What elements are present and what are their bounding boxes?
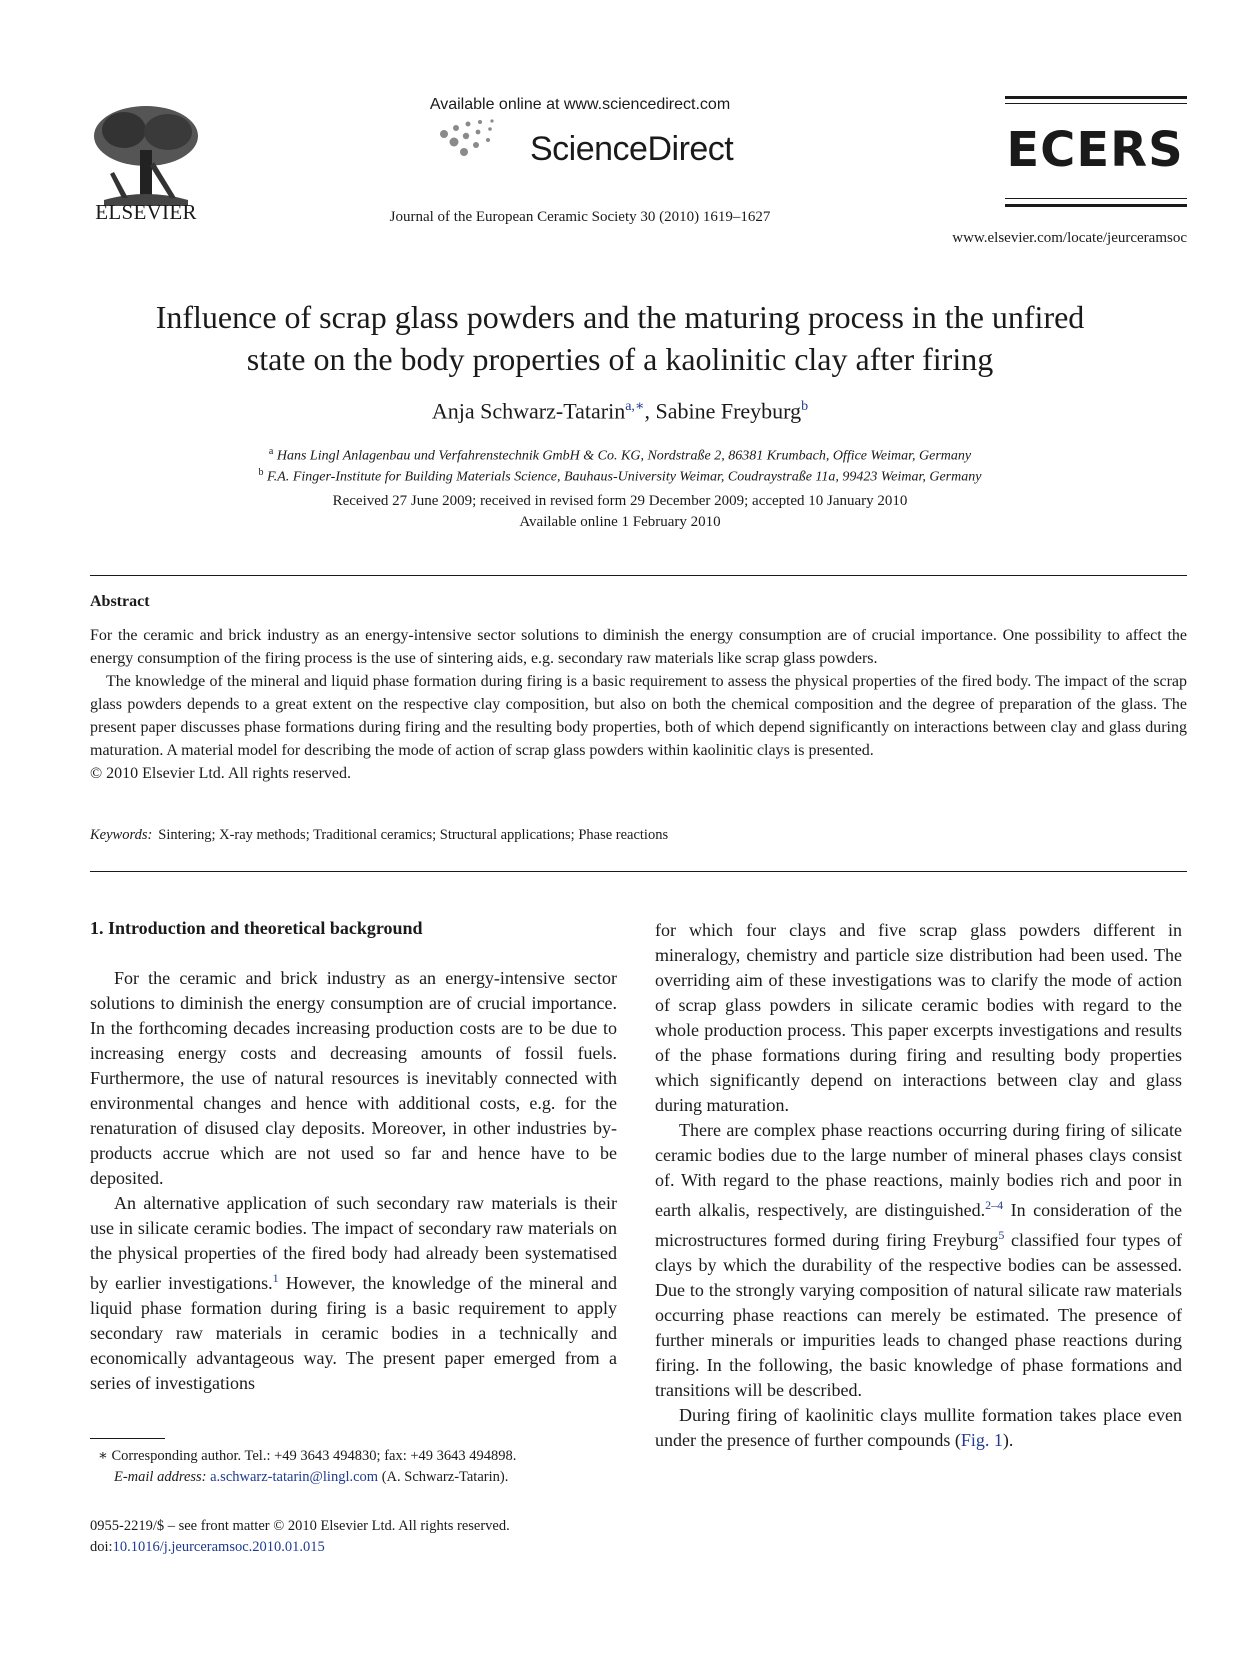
abstract-paragraph: For the ceramic and brick industry as an energy-intensive sector solutions to diminish the energy consumption are of crucial importance. One possibility to affect the energy consumption of the firing process is the use of sintering aids, e.g. secondary raw materials like scrap glass powders. [90,627,1187,667]
keywords-list: Sintering; X-ray methods; Traditional ceramics; Structural applications; Phase reactions [158,827,669,843]
title-line-1: Influence of scrap glass powders and the maturing process in the unfired [155,299,1085,335]
affiliation-a [90,446,1150,465]
body-paragraph [90,1191,617,1396]
journal-citation: Journal of the European Ceramic Society 30 (2010) 1619–1627 [389,209,771,225]
email-owner: (A. Schwarz-Tatarin). [378,1469,509,1485]
logo-rule-bottom [1005,204,1187,207]
body-paragraph [655,1118,1182,1403]
article-title [90,296,1150,380]
right-column [655,918,1182,1453]
body-text: ). [1002,1430,1014,1450]
body-text: classified four types of clays by which the durability of the respective bodies can be assessed. Due to the strongly varying composition of natural silicate raw materials occurring phase reactions can merely be estimated. The presence of further minerals or impurities leads to changed phase reactions during firing. In the following, the basic knowledge of phase formations and transitions will be described. [655,1230,1183,1400]
issn-line: 0955-2219/$ – see front matter © 2010 Elsevier Ltd. All rights reserved. [90,1518,510,1534]
doi-line [90,1537,690,1558]
abstract-paragraph: The knowledge of the mineral and liquid phase formation during firing is a basic requirement to assess the physical properties of the fired body. The impact of the scrap glass powders depends to a great extent on the respective clay composition, but also on both the chemical composition and the degree of preparation of the glass. The present paper discusses phase formations during firing and the resulting body properties, both of which depend significantly on interactions between clay and glass during maturation. A material model for describing the mode of action of scrap glass powders within kaolinitic clays is presented. [90,673,1187,759]
footnote-mark: ∗ [98,1448,108,1464]
email-link[interactable]: a.schwarz-tatarin@lingl.com [210,1469,379,1485]
corresponding-author-footnote [90,1446,650,1488]
abstract-rule-top [90,575,1187,576]
keywords [90,827,1187,844]
body-paragraph: for which four clays and five scrap glass powders different in mineralogy, chemistry and particle size distribution had been used. The overriding aim of these investigations was to clarify the mode of action of scrap glass powders in silicate ceramic bodies with regard to the whole production process. This paper excerpts investigations and results of the phase formations during firing and resulting body properties which significantly depend on interactions between clay and glass during maturation. [655,920,1182,1115]
abstract-rule-bottom [90,871,1187,872]
affiliation-mark: a [268,446,274,457]
body-text: An alternative application of such secondary raw materials is their use in silicate ceramic bodies. The impact of secondary raw materials on the physical properties of the fired body had already been systematised by earlier investigations. [90,1193,617,1293]
author-name: Sabine Freyburg [655,398,802,424]
publisher-name: ELSEVIER [95,200,197,224]
figure-link[interactable]: Fig. 1 [960,1430,1003,1450]
left-column [90,966,617,1396]
body-text: There are complex phase reactions occurring during firing of silicate ceramic bodies due to the large number of mineral phases clays consist of. With regard to the phase reactions, mainly bodies rich and poor in earth alkalis, respectively, are distinguished. [655,1120,1182,1220]
abstract-copyright: © 2010 Elsevier Ltd. All rights reserved. [90,765,351,782]
footnote-email-line [90,1467,650,1488]
author-name: Anja Schwarz-Tatarin [431,398,626,424]
ecers-logo: ECERS [1006,122,1184,178]
body-text: During firing of kaolinitic clays mullite formation takes place even under the presence of further compounds ( [655,1405,1182,1450]
affiliation-text: F.A. Finger-Institute for Building Materials Science, Bauhaus-University Weimar, Coudraystraße 11a, 99423 Weimar, Germany [267,469,982,485]
reference-link[interactable]: 5 [998,1228,1005,1242]
doi-link[interactable]: 10.1016/j.jeurceramsoc.2010.01.015 [112,1539,325,1555]
logo-rule-top-thin [1005,103,1187,104]
affiliation-b [90,467,1150,486]
sciencedirect-dots-icon [434,118,524,168]
keywords-label: Keywords: [90,827,153,843]
available-online-text: Available online at www.sciencedirect.com [429,96,731,113]
reference-link[interactable]: 2–4 [985,1198,1004,1212]
sciencedirect-logo-text: ScienceDirect [530,130,734,168]
doi-label: doi: [90,1539,113,1555]
body-paragraph [655,1403,1182,1453]
reference-link[interactable]: 1 [272,1271,279,1285]
section-heading: 1. Introduction and theoretical background [90,918,423,938]
history-dates: Received 27 June 2009; received in revised form 29 December 2009; accepted 10 January 2010 [332,493,908,509]
email-label: E-mail address: [114,1469,207,1485]
footnote-text: Corresponding author. Tel.: +49 3643 494830; fax: +49 3643 494898. [107,1448,517,1464]
affiliation-text: Hans Lingl Anlagenbau und Verfahrenstechnik GmbH & Co. KG, Nordstraße 2, 86381 Krumbach, Office Weimar, Germany [276,448,972,464]
author-affiliation-link[interactable]: b [801,399,809,414]
logo-rule-top [1005,96,1187,99]
title-line-2: state on the body properties of a kaolinitic clay after firing [246,341,994,377]
front-matter [90,1516,690,1558]
body-paragraph: For the ceramic and brick industry as an energy-intensive sector solutions to diminish the energy consumption are of crucial importance. In the forthcoming decades increasing production costs are to be due to increasing energy costs and decreasing amounts of fossil fuels. Furthermore, the use of natural resources is inevitably connected with environmental changes and hence with additional costs, e.g. for the renaturation of disused clay deposits. Moreover, in other industries by-products accrue which are not used so far and hence have to be deposited. [90,968,617,1188]
journal-url[interactable]: www.elsevier.com/locate/jeurceramsoc [952,230,1187,246]
online-date: Available online 1 February 2010 [519,514,721,530]
footnote-line [90,1446,650,1467]
author-list [90,398,1150,424]
body-text: However, the knowledge of the mineral and liquid phase formation during firing is a basic requirement to apply secondary raw materials in ceramic bodies in a technically and economically advantageous way. The present paper emerged from a series of investigations [90,1273,618,1393]
body-text: In consideration of the microstructures formed during firing Freyburg [655,1200,1182,1250]
abstract-heading: Abstract [90,593,150,610]
author-affiliation-link[interactable]: a,∗ [625,399,645,414]
footnote-rule [90,1438,165,1439]
logo-rule-bottom-thin [1005,198,1187,199]
abstract-body [90,624,1187,785]
author-separator: , [644,398,656,424]
affiliation-mark: b [258,467,264,478]
